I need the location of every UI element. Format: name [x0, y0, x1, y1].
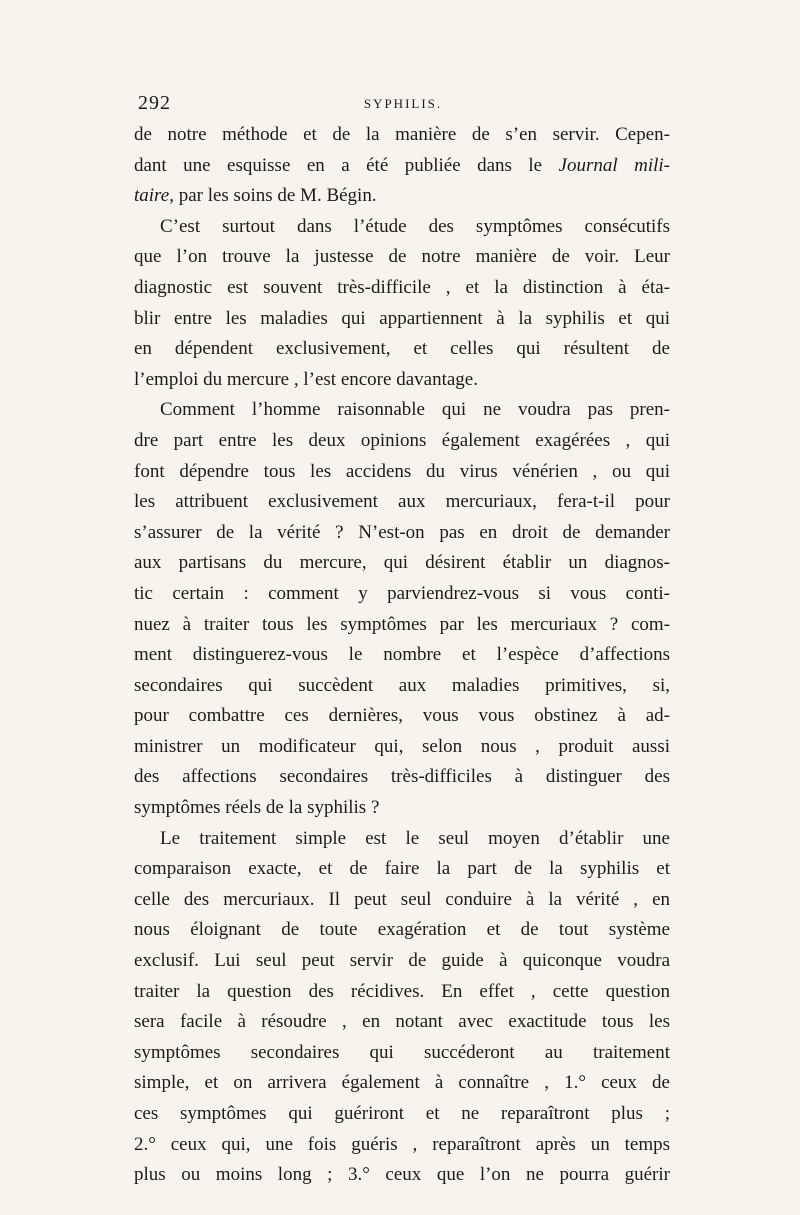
text-line: que l’on trouve la justesse de notre manière de voir. Leur: [134, 246, 670, 268]
text-line: symptômes secondaires qui succéderont au traitement: [134, 1041, 670, 1063]
text-line: de notre méthode et de la manière de s’en servir. Cepen-: [134, 124, 670, 145]
text-line: les attribuent exclusivement aux mercuriaux, fera-t-il pour: [134, 491, 670, 513]
text-line: symptômes réels de la syphilis ?: [134, 797, 380, 819]
text-line: tic certain : comment y parviendrez-vous si vous conti-: [134, 582, 670, 604]
text-line: sera facile à résoudre , en notant avec exactitude tous les: [134, 1011, 670, 1033]
text-line: nous éloignant de toute exagération et de tout système: [134, 919, 670, 941]
text-line: s’assurer de la vérité ? N’est-on pas en droit de demander: [134, 521, 670, 543]
text-line: des affections secondaires très-difficiles à distinguer des: [134, 766, 670, 788]
text-line: diagnostic est souvent très-difficile , et la distinction à éta-: [134, 276, 670, 298]
text-line: 2.° ceux qui, une fois guéris , reparaîtront après un temps: [134, 1133, 670, 1155]
text-line: comparaison exacte, et de faire la part de la syphilis et: [134, 858, 670, 880]
text-line: exclusif. Lui seul peut servir de guide à quiconque voudra: [134, 950, 670, 972]
text-line: taire, par les soins de M. Bégin.: [134, 185, 377, 207]
page-number: 292: [138, 92, 171, 114]
text-line: nuez à traiter tous les symptômes par les mercuriaux ? com-: [134, 613, 670, 635]
text-line: traiter la question des récidives. En effet , cette question: [134, 980, 670, 1002]
text-line: en dépendent exclusivement, et celles qui résultent de: [134, 338, 670, 360]
text-line: Le traitement simple est le seul moyen d’établir une: [160, 827, 670, 849]
text-line: font dépendre tous les accidens du virus vénérien , ou qui: [134, 460, 670, 482]
text-line: ment distinguerez-vous le nombre et l’espèce d’affections: [134, 644, 670, 666]
text-line: C’est surtout dans l’étude des symptômes consécutifs: [160, 215, 670, 237]
text-line: ces symptômes qui guériront et ne reparaîtront plus ;: [134, 1103, 670, 1124]
text-line: pour combattre ces dernières, vous vous obstinez à ad-: [134, 705, 670, 727]
page-header: [138, 92, 668, 118]
text-line: simple, et on arrivera également à connaître , 1.° ceux de: [134, 1072, 670, 1094]
text-line: dre part entre les deux opinions également exagérées , qui: [134, 429, 670, 451]
body-text: [134, 120, 670, 1191]
text-line: Comment l’homme raisonnable qui ne voudra pas pren-: [160, 399, 670, 421]
text-line: blir entre les maladies qui appartiennent à la syphilis et qui: [134, 307, 670, 329]
running-head: SYPHILIS.: [363, 96, 443, 111]
text-line: aux partisans du mercure, qui désirent établir un diagnos-: [134, 552, 670, 574]
text-line: ministrer un modificateur qui, selon nous , produit aussi: [134, 735, 670, 757]
text-line: dant une esquisse en a été publiée dans le Journal mili-: [134, 154, 670, 176]
text-line: plus ou moins long ; 3.° ceux que l’on ne pourra guérir: [134, 1164, 670, 1186]
text-line: celle des mercuriaux. Il peut seul conduire à la vérité , en: [134, 888, 670, 910]
text-line: l’emploi du mercure , l’est encore davantage.: [134, 368, 478, 390]
text-line: secondaires qui succèdent aux maladies primitives, si,: [134, 674, 670, 696]
